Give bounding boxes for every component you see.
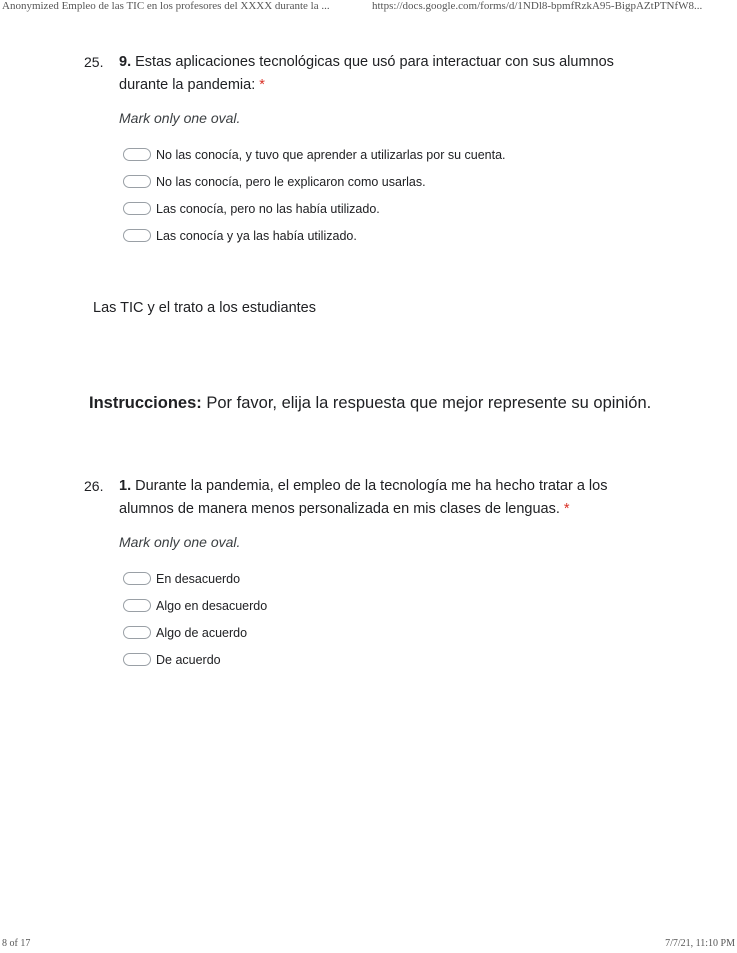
question-body: Estas aplicaciones tecnológicas que usó para interactuar con sus alumnos durante la pandemia:	[119, 54, 614, 93]
radio-oval-icon[interactable]	[123, 572, 151, 585]
option-radio[interactable]	[123, 168, 506, 195]
option-radio[interactable]	[123, 646, 267, 673]
option-radio[interactable]	[123, 141, 506, 168]
question-hint: Mark only one oval.	[119, 534, 241, 550]
radio-oval-icon[interactable]	[123, 202, 151, 215]
instructions-label: Instrucciones:	[89, 394, 202, 412]
option-label: De acuerdo	[156, 652, 221, 667]
option-radio[interactable]	[123, 222, 506, 249]
option-label: Algo en desacuerdo	[156, 598, 268, 613]
question-index: 9.	[119, 54, 132, 70]
instructions-text: Por favor, elija la respuesta que mejor represente su opinión.	[201, 394, 652, 412]
question-number: 25.	[84, 54, 104, 70]
options-list	[123, 565, 267, 673]
question-text	[119, 475, 639, 521]
print-header-url: https://docs.google.com/forms/d/1NDl8-bpmfRzkA95-BigpAZtPTNfW8...	[372, 0, 703, 12]
question-body: Durante la pandemia, el empleo de la tecnología me ha hecho tratar a los alumnos de manera menos personalizada en mis clases de lenguas.	[119, 478, 608, 517]
required-asterisk: *	[563, 501, 570, 517]
question-text	[119, 51, 639, 97]
print-timestamp: 7/7/21, 11:10 PM	[665, 938, 735, 949]
question-number: 26.	[84, 478, 104, 494]
question-index: 1.	[119, 478, 132, 494]
section-instructions	[89, 394, 651, 413]
option-radio[interactable]	[123, 592, 267, 619]
radio-oval-icon[interactable]	[123, 229, 151, 242]
print-header	[0, 0, 737, 14]
section-title: Las TIC y el trato a los estudiantes	[93, 300, 316, 316]
option-label: Algo de acuerdo	[156, 625, 248, 640]
page-counter: 8 of 17	[2, 938, 31, 949]
radio-oval-icon[interactable]	[123, 653, 151, 666]
print-footer	[0, 938, 737, 950]
question-hint: Mark only one oval.	[119, 110, 241, 126]
options-list	[123, 141, 506, 249]
option-label: Las conocía y ya las había utilizado.	[156, 228, 357, 243]
option-label: No las conocía, pero le explicaron como usarlas.	[156, 174, 426, 189]
option-radio[interactable]	[123, 619, 267, 646]
radio-oval-icon[interactable]	[123, 175, 151, 188]
required-asterisk: *	[259, 77, 265, 93]
option-label: Las conocía, pero no las había utilizado.	[156, 201, 380, 216]
option-label: No las conocía, y tuvo que aprender a utilizarlas por su cuenta.	[156, 147, 506, 162]
option-radio[interactable]	[123, 195, 506, 222]
radio-oval-icon[interactable]	[123, 599, 151, 612]
radio-oval-icon[interactable]	[123, 626, 151, 639]
radio-oval-icon[interactable]	[123, 148, 151, 161]
option-radio[interactable]	[123, 565, 267, 592]
print-header-title: Anonymized Empleo de las TIC en los profesores del XXXX durante la ...	[2, 0, 330, 12]
option-label: En desacuerdo	[156, 571, 241, 586]
